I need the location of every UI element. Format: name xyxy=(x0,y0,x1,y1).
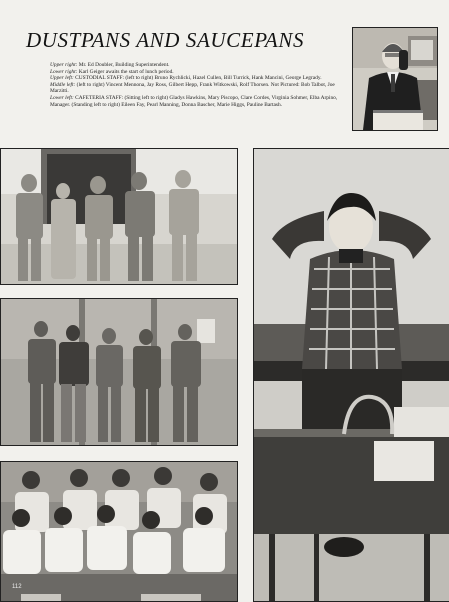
superintendent-photo xyxy=(352,27,438,131)
caption-lower-right: Lower right: Karl Geiger awaits the start of lunch period. xyxy=(50,68,174,75)
page-number: 112 xyxy=(12,584,22,590)
caption-middle-left: Middle left: (left to right) Vincent Mennona, Jay Ross, Gilbert Hepp, Frank Witkowski, Rolf Thorsen. Not Pictured: Bob Talbot, Joe Marzitti. xyxy=(50,81,335,95)
student-lunch-photo xyxy=(253,148,449,602)
caption-upper-right: Upper right: Mr. Ed Doubler, Building Superintendent. xyxy=(50,62,170,68)
page-title: DUSTPANS AND SAUCEPANS xyxy=(26,28,305,52)
captions-block xyxy=(50,62,348,108)
cafeteria-staff-photo xyxy=(0,461,238,602)
caption-lower-left: Lower left: CAFETERIA STAFF: (Sitting left to right) Gladys Hawkins, Mary Piscopo, Clare Cordes, Virginia Sohmer, Elba Arpino, Manager. (Standing left to right) Eileen Fay, Pearl Manning, Donna Bascher, Marie Higgs, Pauline Bartash. xyxy=(50,94,338,108)
caption-upper-left: Upper left: CUSTODIAL STAFF: (left to right) Bruno Rychlicki, Hazel Cullen, Bill Turrick, Hank Mancini, George Legrady. xyxy=(50,75,322,82)
middle-staff-photo xyxy=(0,298,238,446)
custodial-staff-photo xyxy=(0,148,238,285)
